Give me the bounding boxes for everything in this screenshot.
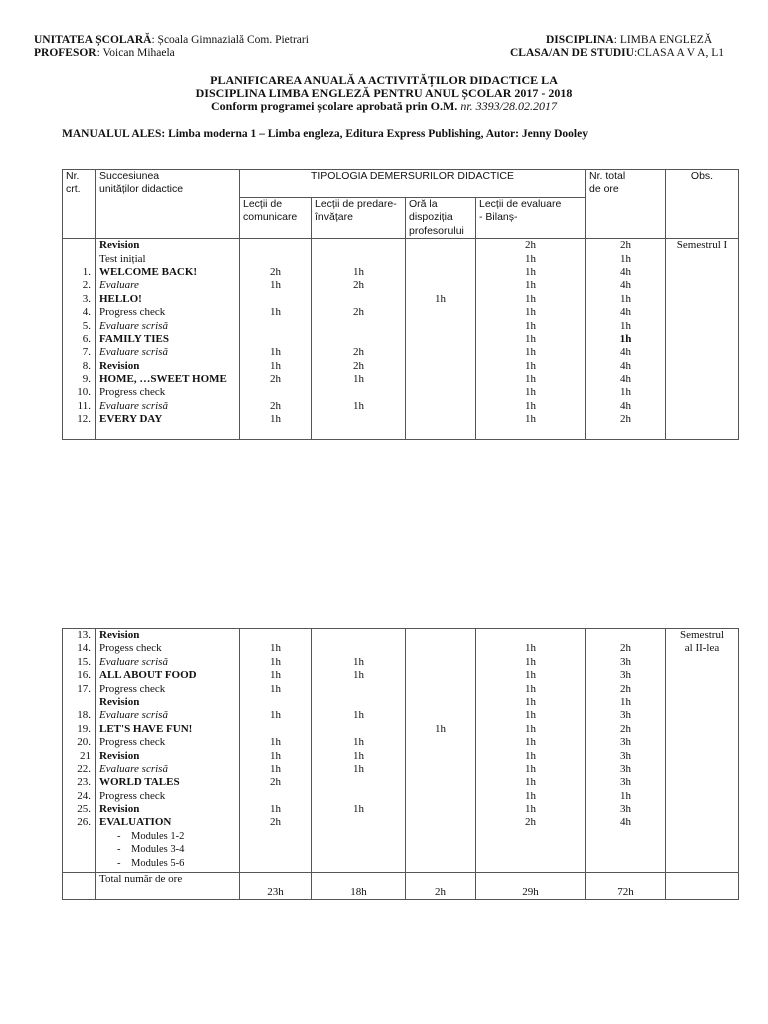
cell-value: 6. [82,332,91,345]
header-total: Nr. total de ore [586,170,666,239]
cell-value: 1h [270,359,281,372]
cell-value: 1h [525,642,536,655]
cell-value: 4h [620,346,631,359]
cell-value: 2h [353,359,364,372]
header-ora: Oră la dispoziția profesorului [406,198,476,239]
cell-value: 14. [77,642,91,655]
cell-value: 1h [620,386,631,399]
semester-1-body [63,239,739,440]
cell-value: 1h [620,789,631,802]
unit-item: Evaluare scrisă [99,762,168,775]
cell-value: 1h [525,332,536,345]
cell-value: 24. [77,789,91,802]
cell-value: 1h [353,655,364,668]
cell-value [315,642,402,655]
module-item: - Modules 1-2 [117,830,185,842]
cell-value: 17. [77,682,91,695]
cell-value: 3h [620,736,631,749]
cell-value: 1h [525,682,536,695]
cell-value [409,803,472,816]
cell-value: 5. [82,319,91,332]
cell-value [243,239,308,252]
cell-value [409,776,472,789]
cell-value: 2h [525,239,536,252]
cell-value: 1h [353,762,364,775]
cell-value: 4h [620,359,631,372]
cell-value: 1h [270,306,281,319]
cell-value [409,253,472,266]
unit-item: WELCOME BACK! [99,265,198,278]
module-item: - Modules 5-6 [117,857,185,869]
unit-item: Progress check [99,682,166,695]
discipline-line [546,34,712,47]
cell-value [315,320,402,333]
cell-value [315,333,402,346]
cell-value: 1h [525,762,536,775]
cell-value: 1h [270,682,281,695]
header-comunicare: Lecții de comunicare [240,198,312,239]
cell-value: 1h [525,319,536,332]
cell-value: 1h [525,346,536,359]
cell-value: 4. [82,306,91,319]
unit-item: HOME, …SWEET HOME [99,373,227,386]
cell-value: 9. [82,373,91,386]
cell-value [315,776,402,789]
col-total [586,629,666,873]
cell-value [315,239,402,252]
cell-value: 1h [353,399,364,412]
cell-value: 1h [270,736,281,749]
cell-value [243,696,308,709]
unit-item: Evaluare scrisă [99,655,168,668]
cell-value: 1h [525,749,536,762]
cell-value [409,656,472,669]
cell-value: 1h [270,655,281,668]
unit-item: Evaluare scrisă [99,399,168,412]
cell-value: 12. [77,413,91,426]
cell-value [243,723,308,736]
col-evaluare [476,629,586,873]
cell-value: 1h [525,306,536,319]
col-total [586,239,666,440]
cell-value [243,386,308,399]
cell-value: 1h [270,762,281,775]
cell-value: 20. [77,736,91,749]
total-ore: 72h [586,873,666,900]
cell-value [409,386,472,399]
cell-value [315,683,402,696]
cell-value: 4h [620,265,631,278]
cell-value: 1h [620,252,631,265]
cell-value: 1h [525,776,536,789]
cell-value: 1h [525,373,536,386]
teacher-value: : Voican Mihaela [96,47,175,59]
col-comunicare [240,629,312,873]
cell-value: 1h [525,695,536,708]
cell-value: 1h [435,722,446,735]
cell-value: 2h [353,306,364,319]
cell-value [315,790,402,803]
col-predare [312,239,406,440]
unit-item: EVERY DAY [99,413,163,426]
cell-value: 13. [77,629,91,641]
cell-value [409,320,472,333]
school-unit-line [34,34,309,47]
cell-value: 1h [525,803,536,816]
school-unit-label: UNITATEA ȘCOLARĂ [34,34,152,46]
unit-item: Progress check [99,306,166,319]
cell-value: 1h [270,749,281,762]
unit-item: Revision [99,803,140,816]
cell-value [409,750,472,763]
cell-value: 16. [77,669,91,682]
teacher-line [34,47,175,60]
cell-value [409,239,472,252]
cell-value: 8. [82,359,91,372]
cell-value: 1h [353,736,364,749]
cell-value: 21 [80,749,91,762]
cell-value [315,253,402,266]
cell-value [315,723,402,736]
modules-list [99,830,236,870]
col-predare [312,629,406,873]
cell-value: 1. [82,265,91,278]
unit-item: Revision [99,629,140,641]
cell-value [409,669,472,682]
teacher-label: PROFESOR [34,47,97,59]
col-nr [63,629,96,873]
cell-value [243,790,308,803]
cell-value: 1h [525,292,536,305]
cell-value: 1h [353,669,364,682]
module-item: - Modules 3-4 [117,844,185,856]
col-units [96,629,240,873]
cell-value: 2h [270,776,281,789]
cell-value: 1h [270,413,281,426]
unit-item: Progess check [99,642,162,655]
col-ora [406,629,476,873]
cell-value [409,333,472,346]
cell-value: 22. [77,762,91,775]
cell-value: 4h [620,306,631,319]
cell-value: 1h [525,386,536,399]
col-ora [406,239,476,440]
cell-value: 18. [77,709,91,722]
planning-table-semester-1 [62,169,739,440]
cell-value: 2h [270,816,281,829]
cell-value: 3h [620,655,631,668]
unit-item: LET'S HAVE FUN! [99,722,193,735]
header-nr: Nr. crt. [63,170,96,239]
cell-value: 3h [620,803,631,816]
cell-value: 1h [619,332,632,345]
cell-value [409,346,472,359]
cell-value [409,360,472,373]
cell-value [409,696,472,709]
cell-value: 1h [353,803,364,816]
cell-value: 2h [620,239,631,252]
cell-value: 1h [525,655,536,668]
class-label: CLASA/AN DE STUDIU [510,47,634,59]
cell-value [409,373,472,386]
unit-item: Progress check [99,386,166,399]
cell-value: 1h [270,279,281,292]
cell-value: 2h [270,373,281,386]
total-predare: 18h [312,873,406,900]
cell-value: 3. [82,292,91,305]
cell-value [409,306,472,319]
selected-textbook: MANUALUL ALES: Limba moderna 1 – Limba engleza, Editura Express Publishing, Autor: Jenny Dooley [62,128,588,140]
cell-value: 1h [525,413,536,426]
program-approval: Conform programei școlare aprobată prin O.M. [211,99,458,113]
cell-value [409,816,472,829]
unit-item: Progress check [99,789,166,802]
header-evaluare: Lecții de evaluare - Bilanș- [476,198,586,239]
document-title-line2: DISCIPLINA LIMBA ENGLEZĂ PENTRU ANUL ȘCOLAR 2017 - 2018 [195,86,573,100]
cell-value: 2. [82,279,91,292]
total-evaluare: 29h [476,873,586,900]
cell-value [66,696,91,709]
total-comunicare: 23h [240,873,312,900]
cell-value: 26. [77,816,91,829]
cell-value: 1h [270,669,281,682]
cell-value: 1h [620,292,631,305]
unit-item: Progress check [99,736,166,749]
semester-2-body [63,629,739,873]
semester-1-label: Semestrul I [666,239,739,440]
cell-value [409,413,472,426]
cell-value: 19. [77,722,91,735]
cell-value: 2h [620,642,631,655]
unit-item: Evaluare [99,279,139,292]
totals-row [63,873,739,900]
planning-table-semester-2 [62,628,739,900]
cell-value [315,293,402,306]
total-ora: 2h [406,873,476,900]
cell-value [66,253,91,266]
unit-item: Evaluare scrisă [99,319,168,332]
unit-item: EVALUATION [99,816,172,829]
cell-value: 1h [525,709,536,722]
col-units [96,239,240,440]
cell-value [315,386,402,399]
cell-value: 2h [353,346,364,359]
cell-value [409,400,472,413]
cell-value: 1h [525,399,536,412]
unit-item: Revision [99,239,140,252]
cell-value: 1h [525,279,536,292]
cell-value [315,629,402,642]
col-comunicare [240,239,312,440]
cell-value [66,239,91,252]
cell-value [315,413,402,426]
totals-label: Total număr de ore [96,873,240,900]
cell-value: 2h [270,265,281,278]
cell-value: 1h [525,265,536,278]
class-value: :CLASA A V A, L1 [633,47,724,59]
document-title-line1: PLANIFICAREA ANUALĂ A ACTIVITĂȚILOR DIDACTICE LA [210,73,558,87]
cell-value [409,642,472,655]
cell-value [409,736,472,749]
cell-value [409,683,472,696]
unit-item: ALL ABOUT FOOD [99,669,197,682]
cell-value: 1h [353,373,364,386]
cell-value: 7. [82,346,91,359]
cell-value: 4h [620,816,631,829]
cell-value [409,279,472,292]
cell-value: 1h [353,709,364,722]
cell-value: 1h [270,803,281,816]
col-nr [63,239,96,440]
cell-value [243,293,308,306]
cell-value [243,333,308,346]
cell-value [409,266,472,279]
cell-value [243,320,308,333]
discipline-label: DISCIPLINA [546,34,614,46]
class-line [510,47,724,60]
units-list [99,629,236,830]
cell-value: 4h [620,373,631,386]
unit-item: Test inițial [99,252,146,265]
cell-value [589,629,662,642]
cell-value: 1h [525,789,536,802]
cell-value: 2h [620,682,631,695]
cell-value: 1h [525,669,536,682]
cell-value: 23. [77,776,91,789]
cell-value: 11. [77,399,91,412]
semester-2-label: Semestrul al II-lea [666,629,739,873]
cell-value: 2h [620,413,631,426]
header-predare: Lecții de predare- învățare [312,198,406,239]
cell-value: 1h [620,695,631,708]
cell-value: 4h [620,279,631,292]
cell-value: 3h [620,762,631,775]
header-obs: Obs. [666,170,739,239]
unit-item: HELLO! [99,292,142,305]
cell-value [243,253,308,266]
document-title-line3 [0,100,768,113]
cell-value: 1h [270,346,281,359]
cell-value: 3h [620,776,631,789]
cell-value: 4h [620,399,631,412]
cell-value: 1h [525,359,536,372]
header-tipologia: TIPOLOGIA DEMERSURILOR DIDACTICE [240,170,586,198]
school-unit-value: : Școala Gimnazială Com. Pietrari [151,34,309,46]
discipline-value: : LIMBA ENGLEZĂ [613,34,713,46]
order-number: nr. 3393/28.02.2017 [457,99,557,113]
cell-value: 15. [77,655,91,668]
cell-value: 2h [353,279,364,292]
col-evaluare [476,239,586,440]
cell-value: 1h [525,252,536,265]
cell-value: 3h [620,749,631,762]
cell-value: 3h [620,669,631,682]
unit-item: FAMILY TIES [99,332,169,345]
cell-value: 1h [435,292,446,305]
header-succesiunea: Succesiunea unităților didactice [96,170,240,239]
unit-item: Evaluare scrisă [99,346,168,359]
cell-value [409,790,472,803]
cell-value: 25. [77,803,91,816]
cell-value: 1h [525,722,536,735]
cell-value [315,816,402,829]
cell-value [409,763,472,776]
cell-value [409,629,472,642]
unit-item: WORLD TALES [99,776,180,789]
cell-value [409,709,472,722]
unit-item: Revision [99,359,140,372]
unit-item: Revision [99,749,140,762]
cell-value: 2h [525,816,536,829]
cell-value: 2h [620,722,631,735]
cell-value [479,629,582,642]
cell-value [315,696,402,709]
cell-value: 10. [77,386,91,399]
unit-item: Revision [99,695,140,708]
cell-value: 1h [353,749,364,762]
cell-value: 1h [353,265,364,278]
unit-item: Evaluare scrisă [99,709,168,722]
cell-value: 1h [620,319,631,332]
cell-value: 3h [620,709,631,722]
cell-value: 1h [525,736,536,749]
cell-value: 1h [270,642,281,655]
cell-value: 1h [270,709,281,722]
cell-value [243,629,308,642]
cell-value: 2h [270,399,281,412]
